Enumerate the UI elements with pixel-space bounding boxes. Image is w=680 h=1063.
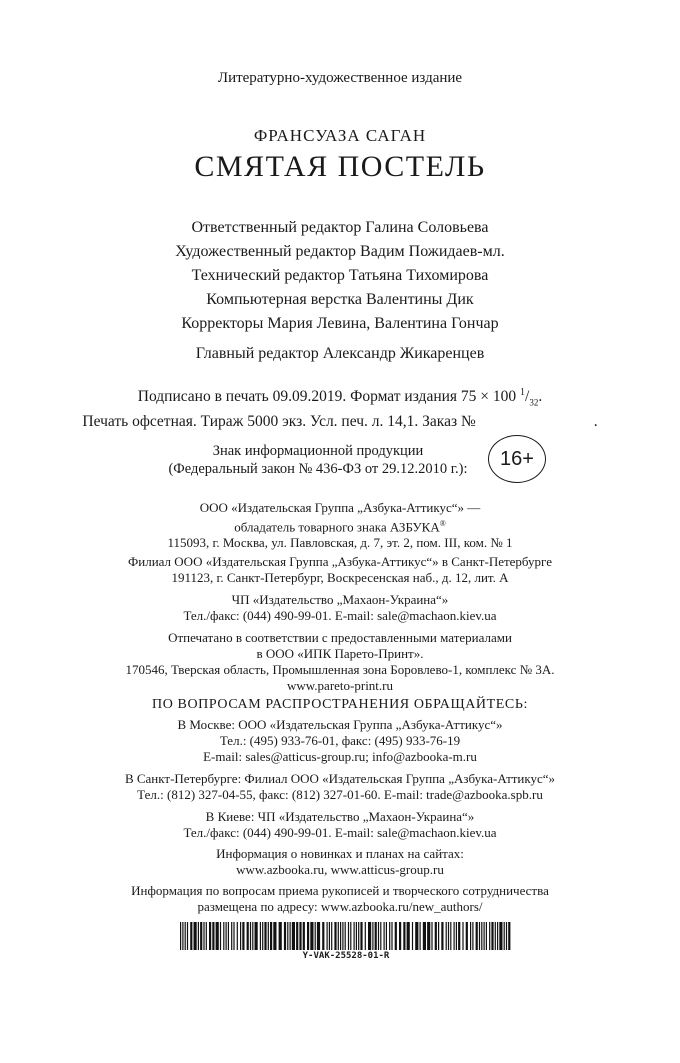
news-line-1: Информация о новинках и планах на сайтах: (216, 846, 464, 861)
printer-line-3: 170546, Тверская область, Промышленная зона Боровлево-1, комплекс № 3А. (125, 662, 555, 677)
news-line-2: www.azbooka.ru, www.atticus-group.ru (236, 862, 444, 877)
ukraine-info (0, 592, 680, 624)
spb-line-2: Тел.: (812) 327-04-55, факс: (812) 327-01-60. E-mail: trade@azbooka.spb.ru (137, 787, 543, 802)
moscow-line-3: E-mail: sales@atticus-group.ru; info@azbooka-m.ru (203, 749, 477, 764)
kiev-line-1: В Киеве: ЧП «Издательство „Махаон-Украина“» (205, 809, 475, 824)
printer-info (0, 630, 680, 694)
chief-editor: Главный редактор Александр Жикаренцев (195, 345, 485, 362)
manuscripts-line-2: размещена по адресу: www.azbooka.ru/new_authors/ (197, 899, 483, 914)
moscow-contacts (0, 717, 680, 765)
credit-line: Художественный редактор Вадим Пожидаев-мл. (175, 243, 505, 260)
barcode-label: Y-VAK-25528-01-R (302, 951, 390, 961)
moscow-line-1: В Москве: ООО «Издательская Группа „Азбука-Аттикус“» (177, 717, 503, 732)
manuscripts-info (0, 883, 680, 915)
printer-line-4: www.pareto-print.ru (286, 678, 393, 693)
branch-spb-line-1: Филиал ООО «Издательская Группа „Азбука-Аттикус“» в Санкт-Петербурге (128, 554, 552, 569)
format-fraction-numerator: 1 (520, 387, 526, 398)
ukraine-line-1: ЧП «Издательство „Махаон-Украина“» (231, 592, 449, 607)
edition-type: Литературно-художественное издание (217, 70, 463, 86)
credit-line: Ответственный редактор Галина Соловьева (191, 219, 489, 236)
kiev-contacts (0, 809, 680, 841)
credit-line: Корректоры Мария Левина, Валентина Гончар (181, 315, 499, 332)
ukraine-line-2: Тел./факс: (044) 490-99-01. E-mail: sale@machaon.kiev.ua (183, 608, 497, 623)
printing-line-1: Подписано в печать 09.09.2019. Формат издания 75 × 100 $^1/_{32}$. (137, 387, 543, 408)
publisher-line-2: обладатель товарного знака АЗБУКА® (234, 519, 446, 535)
branch-spb-info (0, 554, 680, 586)
rating-line-2: (Федеральный закон № 436-ФЗ от 29.12.2010 г.): (168, 461, 468, 477)
printing-info (0, 383, 680, 431)
branch-spb-line-2: 191123, г. Санкт-Петербург, Воскресенская наб., д. 12, лит. А (171, 570, 509, 585)
spb-contacts (0, 771, 680, 803)
credit-line: Компьютерная верстка Валентины Дик (206, 291, 474, 308)
book-title: СМЯТАЯ ПОСТЕЛЬ (194, 150, 486, 183)
moscow-line-2: Тел.: (495) 933-76-01, факс: (495) 933-76-19 (219, 733, 461, 748)
publisher-line-3: 115093, г. Москва, ул. Павловская, д. 7, эт. 2, пом. III, ком. № 1 (167, 535, 513, 551)
credit-line: Технический редактор Татьяна Тихомирова (191, 267, 489, 284)
publisher-info (0, 500, 680, 551)
book-author: ФРАНСУАЗА САГАН (253, 126, 427, 145)
kiev-line-2: Тел./факс: (044) 490-99-01. E-mail: sale@machaon.kiev.ua (183, 825, 497, 840)
format-fraction-denominator: 32 (529, 397, 539, 408)
printer-line-1: Отпечатано в соответствии с предоставленными материалами (168, 630, 512, 645)
credits-list (0, 216, 680, 336)
registered-mark: ® (439, 519, 446, 528)
spb-line-1: В Санкт-Петербурге: Филиал ООО «Издательская Группа „Азбука-Аттикус“» (124, 771, 556, 786)
rating-line-1: Знак информационной продукции (212, 443, 424, 459)
news-info (0, 846, 680, 878)
printer-line-2: в ООО «ИПК Парето-Принт». (256, 646, 424, 661)
printing-line-2: Печать офсетная. Тираж 5000 экз. Усл. печ. л. 14,1. Заказ № . (82, 413, 598, 431)
publisher-line-1: ООО «Издательская Группа „Азбука-Аттикус“» — (199, 500, 481, 515)
distribution-heading: ПО ВОПРОСАМ РАСПРОСТРАНЕНИЯ ОБРАЩАЙТЕСЬ: (152, 697, 528, 712)
manuscripts-line-1: Информация по вопросам приема рукописей и творческого сотрудничества (131, 883, 549, 898)
rating-notice (148, 442, 488, 478)
age-rating-badge: 16+ (488, 435, 546, 483)
barcode-image (180, 922, 512, 950)
